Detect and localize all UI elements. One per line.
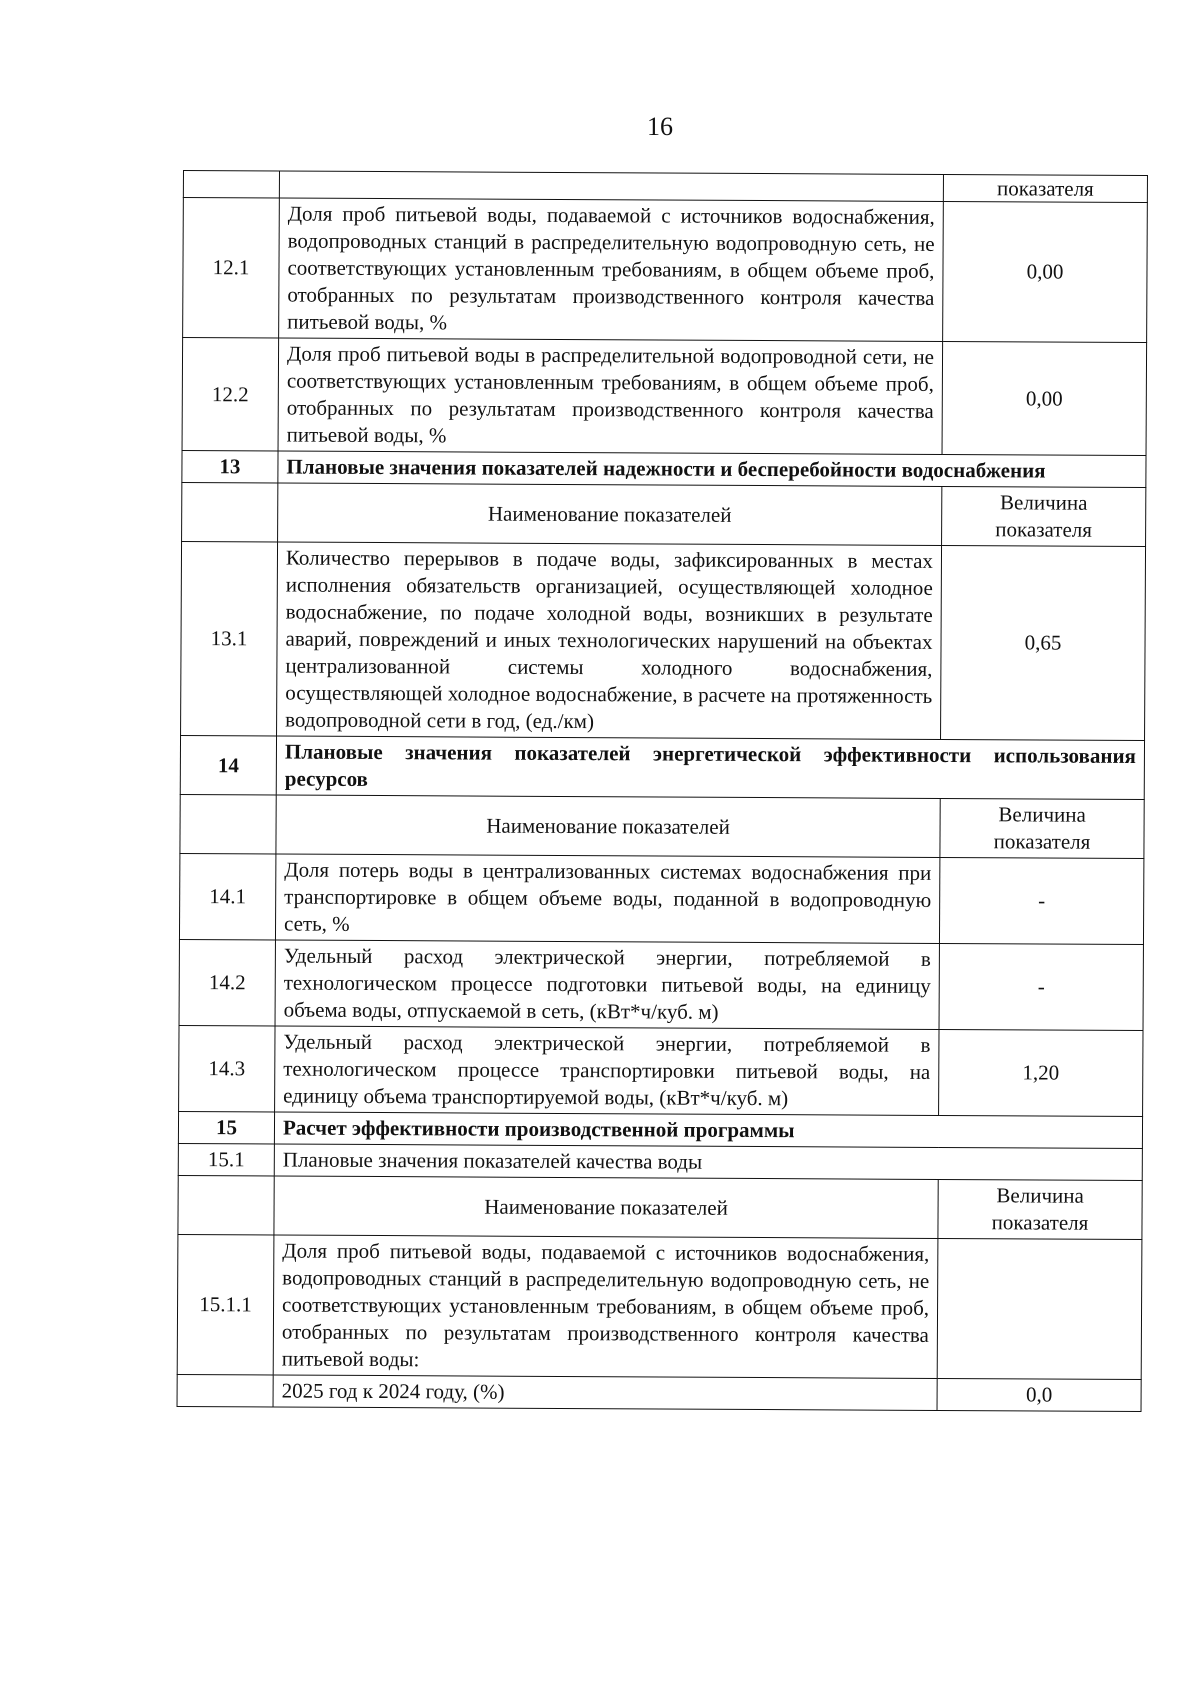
- section-number: 13: [182, 450, 278, 483]
- table-row: [182, 338, 1147, 456]
- page-number: 16: [647, 112, 673, 141]
- indicator-text: Удельный расход электрической энергии, потребляемой в технологическом процессе транспортировки питьевой воды, на единицу объема транспортируемой воды, (кВт*ч/куб. м): [275, 1026, 939, 1115]
- column-header-value: Величина показателя: [942, 486, 1146, 546]
- section-title: Плановые значения показателей надежности и бесперебойности водоснабжения: [278, 451, 1146, 488]
- indicator-text: Доля проб питьевой воды, подаваемой с источников водоснабжения, водопроводных станций в распределительную водопроводную сеть, не соответствующих установленным требованиям, в общем объеме проб, отобранных по результатам производственного контроля качества питьевой воды:: [273, 1235, 938, 1378]
- subsection-number: 15.1: [178, 1143, 274, 1176]
- section-row: [180, 735, 1144, 799]
- table-row: [179, 939, 1143, 1030]
- row-number: 12.2: [182, 338, 279, 452]
- table-row: [179, 853, 1143, 944]
- column-header-name: Наименование показателей: [276, 795, 940, 857]
- indicator-value: 0,00: [943, 201, 1148, 342]
- indicator-value: -: [939, 943, 1143, 1030]
- table-row: [179, 1025, 1143, 1116]
- section-title: Плановые значения показателей энергетической эффективности использования ресурсов: [276, 736, 1144, 800]
- value-header-cell: показателя: [943, 174, 1147, 202]
- indicator-text: Количество перерывов в подаче воды, зафиксированных в местах исполнения обязательств организацией, осуществляющей холодное водоснабжение, по подаче холодной воды, возникших в результате аварий, повреждений и иных технологических нарушений на объектах централизованной системы холодного водоснабжения, осуществляющей холодное водоснабжение, в расчете на протяженность водопроводной сети в год, (ед./км): [277, 542, 942, 739]
- indicator-text: 2025 год к 2024 году, (%): [273, 1375, 937, 1410]
- indicator-value: [937, 1238, 1142, 1379]
- column-header-row: [182, 482, 1146, 546]
- section-row: [182, 450, 1146, 487]
- table-cell: [183, 171, 279, 199]
- table-cell: [182, 482, 278, 542]
- table-cell: [178, 1175, 274, 1235]
- table-cell: [279, 171, 943, 201]
- section-row: [178, 1111, 1142, 1148]
- row-number: 12.1: [183, 198, 280, 339]
- table-row: [177, 1234, 1142, 1379]
- indicator-text: Доля проб питьевой воды, подаваемой с источников водоснабжения, водопроводных станций в распределительную водопроводную сеть, не соответствующих установленным требованиям, в общем объеме проб, отобранных по результатам производственного контроля качества питьевой воды, %: [279, 198, 944, 341]
- table-row: [181, 541, 1146, 740]
- table-cell: [177, 1374, 273, 1407]
- table-row: [183, 198, 1148, 343]
- row-number: 14.2: [179, 939, 275, 1026]
- indicator-text: Доля потерь воды в централизованных системах водоснабжения при транспортировке в общем объеме воды, поданной в водопроводную сеть, %: [275, 854, 939, 943]
- indicator-value: 1,20: [939, 1029, 1143, 1116]
- indicator-value: 0,00: [942, 341, 1147, 455]
- indicator-value: -: [939, 857, 1143, 944]
- section-number: 15: [178, 1111, 274, 1144]
- subsection-row: [178, 1143, 1142, 1180]
- indicator-text: Удельный расход электрической энергии, потребляемой в технологическом процессе подготовки питьевой воды, на единицу объема воды, отпускаемой в сеть, (кВт*ч/куб. м): [275, 940, 939, 1029]
- column-header-row: [180, 794, 1144, 858]
- row-number: 14.3: [179, 1025, 275, 1112]
- section-title: Расчет эффективности производственной программы: [274, 1112, 1142, 1149]
- indicator-text: Доля проб питьевой воды в распределительной водопроводной сети, не соответствующих установленным требованиям, в общем объеме проб, отобранных по результатам производственного контроля качества питьевой воды, %: [278, 338, 943, 454]
- column-header-value: Величина показателя: [938, 1179, 1142, 1239]
- row-number: 13.1: [181, 541, 278, 736]
- table-cell: [180, 794, 276, 854]
- indicator-value: 0,0: [937, 1378, 1141, 1411]
- indicators-table: [177, 170, 1148, 1412]
- column-header-name: Наименование показателей: [278, 483, 942, 545]
- row-number: 14.1: [179, 853, 275, 940]
- column-header-name: Наименование показателей: [274, 1176, 938, 1238]
- column-header-row: [178, 1175, 1142, 1239]
- subsection-title: Плановые значения показателей качества воды: [274, 1144, 1142, 1181]
- section-number: 14: [180, 735, 276, 795]
- table-row: [177, 1374, 1141, 1411]
- indicator-value: 0,65: [941, 545, 1146, 740]
- row-number: 15.1.1: [177, 1234, 274, 1375]
- column-header-value: Величина показателя: [940, 798, 1144, 858]
